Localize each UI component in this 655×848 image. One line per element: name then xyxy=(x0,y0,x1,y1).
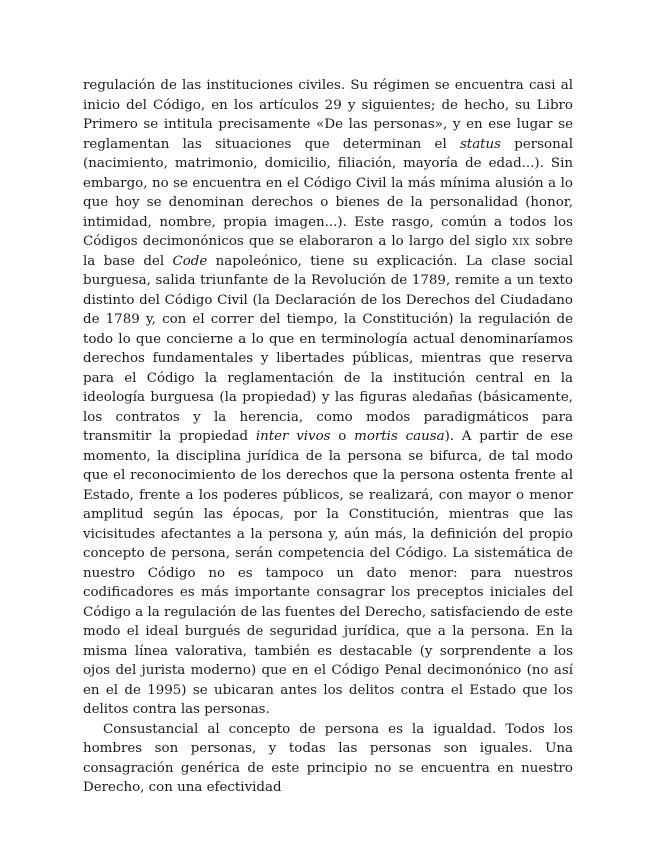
italic-term: status xyxy=(459,136,502,152)
paragraph: Consustancial al concepto de persona es la igualdad. Todos los hombres son personas, y todas las personas son iguales. Una consagración genérica de este principio no se encuentra en nuestro Derecho, con una efectividad xyxy=(83,721,573,795)
text-run: napoleónico, tiene su explicación. La clase social burguesa, salida triunfante de la Revolución de 1789, remite a un texto distinto del Código Civil (la Declaración de los Derechos del Ciudadano de 1789 y, con el correr del tiempo, la Constitución) la regulación de todo lo que concierne a lo que en terminología actual denominaríamos derechos fundamentales y libertades públicas, mientras que reserva para el Código la reglamentación de la institución central en la ideología burguesa (la propiedad) y las figuras aledañas (básicamente, los contratos y la herencia, como modos paradigmáticos para transmitir la propiedad xyxy=(83,253,573,444)
italic-term: Code xyxy=(172,253,208,269)
text-run: sobre la base del xyxy=(83,234,573,269)
text-run: personal (nacimiento, matrimonio, domicilio, filiación, mayoría de edad...). Sin embargo, no se encuentra en el Código Civil la más mínima alusión a lo que hoy se denominan derechos o bienes de la personalidad (honor, intimidad, nombre, propia imagen...). Este rasgo, común a todos los Códigos decimonónicos que se elaboraron a lo largo del siglo xyxy=(83,136,573,249)
roman-numeral-century: xix xyxy=(512,234,531,249)
italic-term: inter vivos xyxy=(255,429,331,444)
italic-term: mortis causa xyxy=(354,429,445,444)
paragraph xyxy=(83,76,573,720)
text-run: regulación de las instituciones civiles. Su régimen se encuentra casi al inicio del Código, en los artículos 29 y siguientes; de hecho, su Libro Primero se intitula precisamente «De las personas», y en ese lugar se reglamentan las situaciones que determinan el xyxy=(83,78,573,152)
text-run: ). A partir de ese momento, la disciplina jurídica de la persona se bifurca, de tal modo que el reconocimiento de los derechos que la persona ostenta frente al Estado, frente a los poderes públicos, se realizará, con mayor o menor amplitud según las épocas, por la Constitución, mientras que las vicisitudes afectantes a la persona y, aún más, la definición del propio concepto de persona, serán competencia del Código. La sistemática de nuestro Código no es tampoco un dato menor: para nuestros codificadores es más importante consagrar los preceptos iniciales del Código a la regulación de las fuentes del Derecho, satisfaciendo de este modo el ideal burgués de seguridad jurídica, que a la persona. En la misma línea valorativa, también es destacable (y sorprendente a los ojos del jurista moderno) que en el Código Penal decimonónico (no así en el de 1995) se ubicaran antes los delitos contra el Estado que los delitos contra las personas. xyxy=(83,429,574,717)
text-run: o xyxy=(330,429,355,444)
document-page xyxy=(83,76,573,798)
